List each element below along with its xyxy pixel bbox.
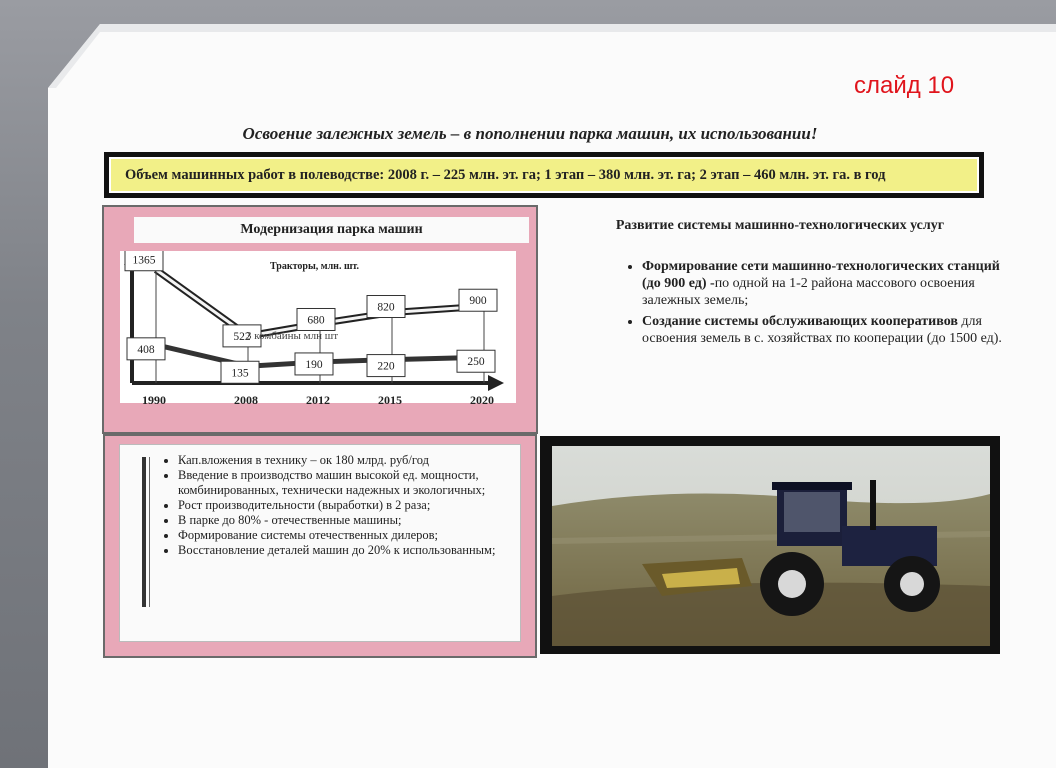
slide-number: слайд 10: [854, 72, 955, 99]
service-item: [642, 258, 1012, 309]
work-volume-banner: [104, 152, 984, 198]
value-label: 250: [467, 356, 485, 369]
value-label: 408: [137, 343, 155, 356]
tractors-series-label: Тракторы, млн. шт.: [270, 261, 360, 272]
page-title: Освоение залежных земель – в пополнении парка машин, их использовании!: [242, 124, 818, 143]
value-label: 680: [307, 314, 325, 327]
service-item-text: по одной на 1-2 района массового освоения залежных земель;: [642, 276, 975, 308]
measure-item: • Рост производительности (выработки) в 2 раза;: [178, 498, 528, 513]
value-label: 190: [305, 358, 323, 371]
value-label: 1365: [132, 254, 156, 267]
service-item-bold: Формирование сети машинно-технологических станций (до 900 ед) -: [642, 259, 1000, 291]
service-item-text: для освоения земель в с. хозяйствах по кооперации (до 1500 ед).: [642, 314, 1002, 346]
x-tick-label: 2020: [470, 393, 494, 407]
measures-list: [162, 453, 528, 558]
service-item: [642, 313, 1012, 347]
modernization-panel: [102, 205, 538, 434]
measures-box: [119, 444, 521, 642]
tractor-illustration: [552, 446, 990, 646]
x-tick-label: 2015: [378, 393, 402, 407]
value-label: 220: [377, 360, 395, 373]
value-label: 820: [377, 301, 395, 314]
service-item-bold: Создание системы обслуживающих кооперативов: [642, 314, 958, 329]
chart-svg: [120, 251, 516, 403]
photo-frame: [540, 436, 1000, 654]
banner-text: Объем машинных работ в полеводстве: 2008 г. – 225 млн. эт. га; 1 этап – 380 млн. эт. га; 2 этап – 460 млн. эт. га. в год: [109, 157, 979, 193]
decorative-bar: [142, 457, 146, 607]
measures-panel: [103, 434, 537, 658]
services-heading: Развитие системы машинно-технологических услуг: [615, 218, 945, 233]
value-label: 522: [233, 330, 251, 343]
x-tick-label: 2012: [306, 393, 330, 407]
modernization-heading: Модернизация парка машин: [134, 217, 529, 243]
x-tick-label: 1990: [142, 393, 166, 407]
measure-item: • Кап.вложения в технику – ок 180 млрд. руб/год: [178, 453, 528, 468]
x-axis-arrow: [488, 375, 504, 391]
combines-series-label: 3 комбайны млн шт: [246, 330, 339, 342]
value-label: 900: [469, 295, 487, 308]
measure-item: • Введение в производство машин высокой ед. мощности, комбинированных, технически надежных и экологичных;: [178, 468, 528, 498]
tractor-photo: [552, 446, 990, 646]
services-list: [618, 258, 1012, 351]
measure-item: • Формирование системы отечественных дилеров;: [178, 528, 528, 543]
measure-item: • В парке до 80% - отечественные машины;: [178, 513, 528, 528]
decorative-bar-thin: [149, 457, 150, 607]
value-label: 135: [231, 367, 249, 380]
machine-fleet-chart: [120, 251, 516, 403]
measure-item: • Восстановление деталей машин до 20% к использованным;: [178, 543, 528, 558]
x-tick-label: 2008: [234, 393, 258, 407]
